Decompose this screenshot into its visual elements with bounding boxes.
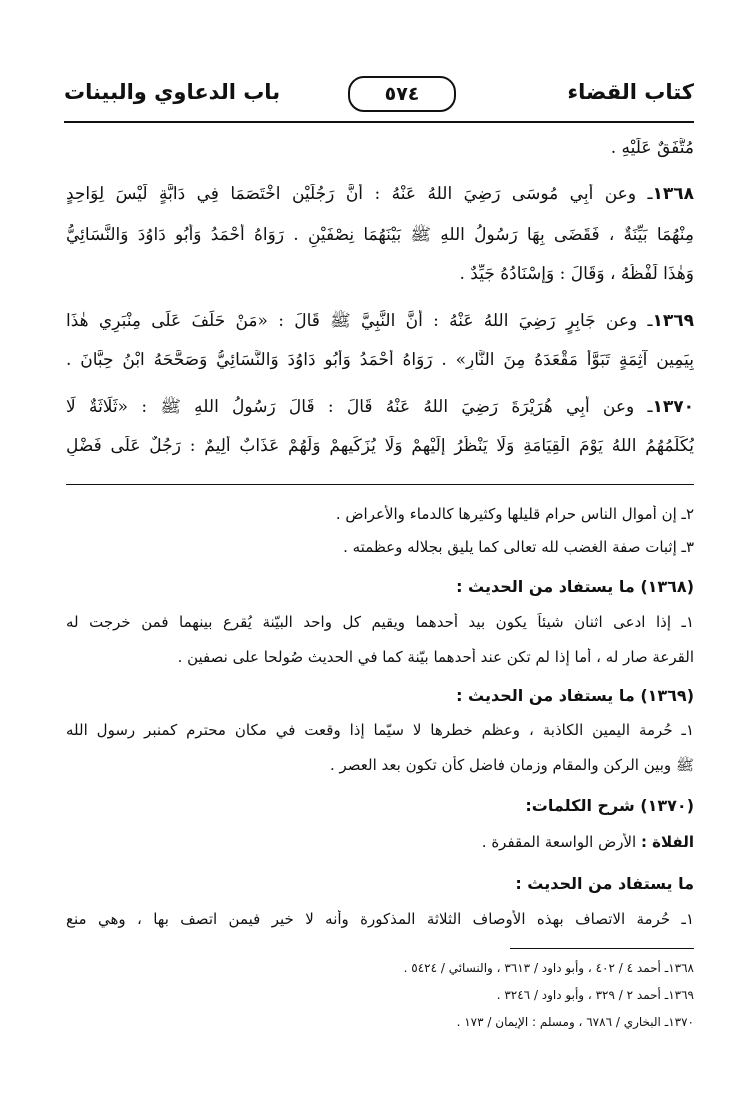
- benefits-heading: ما يستفاد من الحديث :: [515, 874, 694, 893]
- commentary-point-3: ٣ـ إثبات صفة الغضب لله تعالى كما يليق بجلاله وعظمته .: [343, 538, 694, 556]
- hadith-1368-line-2: مِنْهُمَا بَيِّنَةٌ ، فَقَضَى بِهَا رَسُولُ اللهِ ﷺ بَيْنَهُمَا نِصْفَيْنِ . رَوَاهُ أَحْمَدُ وَأَبُو دَاوُدَ وَالنَّسَائِيُّ: [66, 225, 694, 245]
- hadith-1369-line-2: بِيَمِينٍ آثِمَةٍ تَبَوَّأَ مَقْعَدَهُ مِنَ النَّارِ» . رَوَاهُ أَحْمَدُ وَأَبُو دَاوُدَ وَالنَّسَائِيُّ وَصَحَّحَهُ ابْنُ حِبَّانَ .: [66, 350, 694, 370]
- footnote-1369: ١٣٦٩ـ أحمد ٢ / ٣٢٩ ، وأبو داود / ٣٢٤٦ .: [496, 988, 694, 1002]
- footnote-1368: ١٣٦٨ـ أحمد ٤ / ٤٠٢ ، وأبو داود / ٣٦١٣ ، والنسائي / ٥٤٢٤ .: [403, 961, 694, 975]
- section-1369-heading: (١٣٦٩) ما يستفاد من الحديث :: [456, 686, 694, 705]
- benefit-point-1: ١ـ حُرمة الاتصاف بهذه الأوصاف الثلاثة المذكورة وأنه لا خير فيمن اتصف بها ، وهي منع: [66, 910, 694, 928]
- hadith-1370-line-2: يُكَلِّمُهُمُ اللهُ يَوْمَ الْقِيَامَةِ وَلَا يَنْظُرُ إِلَيْهِمْ وَلَا يُزَكِّيهِمْ وَلَهُمْ عَذَابٌ أَلِيمٌ : رَجُلٌ عَلَى فَضْلِ: [66, 436, 694, 456]
- section-1369-point-1-line-1: ١ـ حُرمة اليمين الكاذبة ، وعظم خطرها لا سيّما إذا وقعت في مكان محترم كمنبر رسول الله: [66, 721, 694, 739]
- section-1369-point-1-line-2: ﷺ وبين الركن والمقام وزمان فاضل كأن تكون بعد العصر .: [329, 756, 694, 774]
- page-header: [64, 76, 694, 116]
- hadith-1368-text-1: ـ وعن أَبِي مُوسَى رَضِيَ اللهُ عَنْهُ : أَنَّ رَجُلَيْنِ اخْتَصَمَا فِي دَابَّةٍ لَيْسَ لِوَاحِدٍ: [66, 184, 653, 204]
- hadith-1368-number: ١٣٦٨: [652, 184, 694, 204]
- book-title: كتاب القضاء: [567, 80, 694, 104]
- word-meaning: الأرض الواسعة المقفرة .: [481, 833, 641, 851]
- hadith-1369-line-1: [66, 310, 694, 335]
- hadith-1370-number: ١٣٧٠: [652, 397, 694, 417]
- footnote-1370: ١٣٧٠ـ البخاري / ٦٧٨٦ ، ومسلم : الإيمان / ١٧٣ .: [456, 1015, 694, 1029]
- hadith-1369-number: ١٣٦٩: [652, 311, 694, 331]
- chapter-title: باب الدعاوي والبينات: [64, 80, 281, 104]
- section-1368-point-1-line-1: ١ـ إذا ادعى اثنان شيئاً يكون بيد أحدهما ويقيم كل واحد البيّنة يُقرع بينهما فمن خرجت له: [66, 613, 694, 631]
- word-definition: [66, 833, 694, 851]
- hadith-1368-line-3: وَهٰذَا لَفْظُهُ ، وَقَالَ : وَإِسْنَادُهُ جَيِّدٌ .: [459, 264, 694, 284]
- header-rule: [64, 121, 694, 123]
- section-1370-heading: (١٣٧٠) شرح الكلمات:: [525, 796, 694, 815]
- footnote-divider: [510, 948, 694, 949]
- hadith-1369-text-1: ـ وعن جَابِرٍ رَضِيَ اللهُ عَنْهُ : أَنَّ النَّبِيَّ ﷺ قَالَ : «مَنْ حَلَفَ عَلَى مِنْبَرِي هٰذَا: [66, 311, 653, 331]
- commentary-point-2: ٢ـ إن أموال الناس حرام قليلها وكثيرها كالدماء والأعراض .: [335, 505, 694, 523]
- section-1368-point-1-line-2: القرعة صار له ، أما إذا لم تكن عند أحدهما بيّنة كما في الحديث صُولحا على نصفين .: [177, 648, 694, 666]
- section-1368-heading: (١٣٦٨) ما يستفاد من الحديث :: [456, 577, 694, 596]
- text-commentary-divider: [66, 484, 694, 485]
- hadith-1370-text-1: ـ وعن أَبِي هُرَيْرَةَ رَضِيَ اللهُ عَنْهُ قَالَ : قَالَ رَسُولُ اللهِ ﷺ : «ثَلَاثَةٌ لَا: [66, 397, 653, 417]
- page-number: ٥٧٤: [348, 76, 456, 112]
- hadith-1370-line-1: [66, 396, 694, 421]
- word-term: الفلاة :: [640, 833, 694, 851]
- previous-hadith-ending: مُتَّفَقٌ عَلَيْهِ .: [610, 138, 694, 158]
- hadith-1368-line-1: [66, 184, 694, 204]
